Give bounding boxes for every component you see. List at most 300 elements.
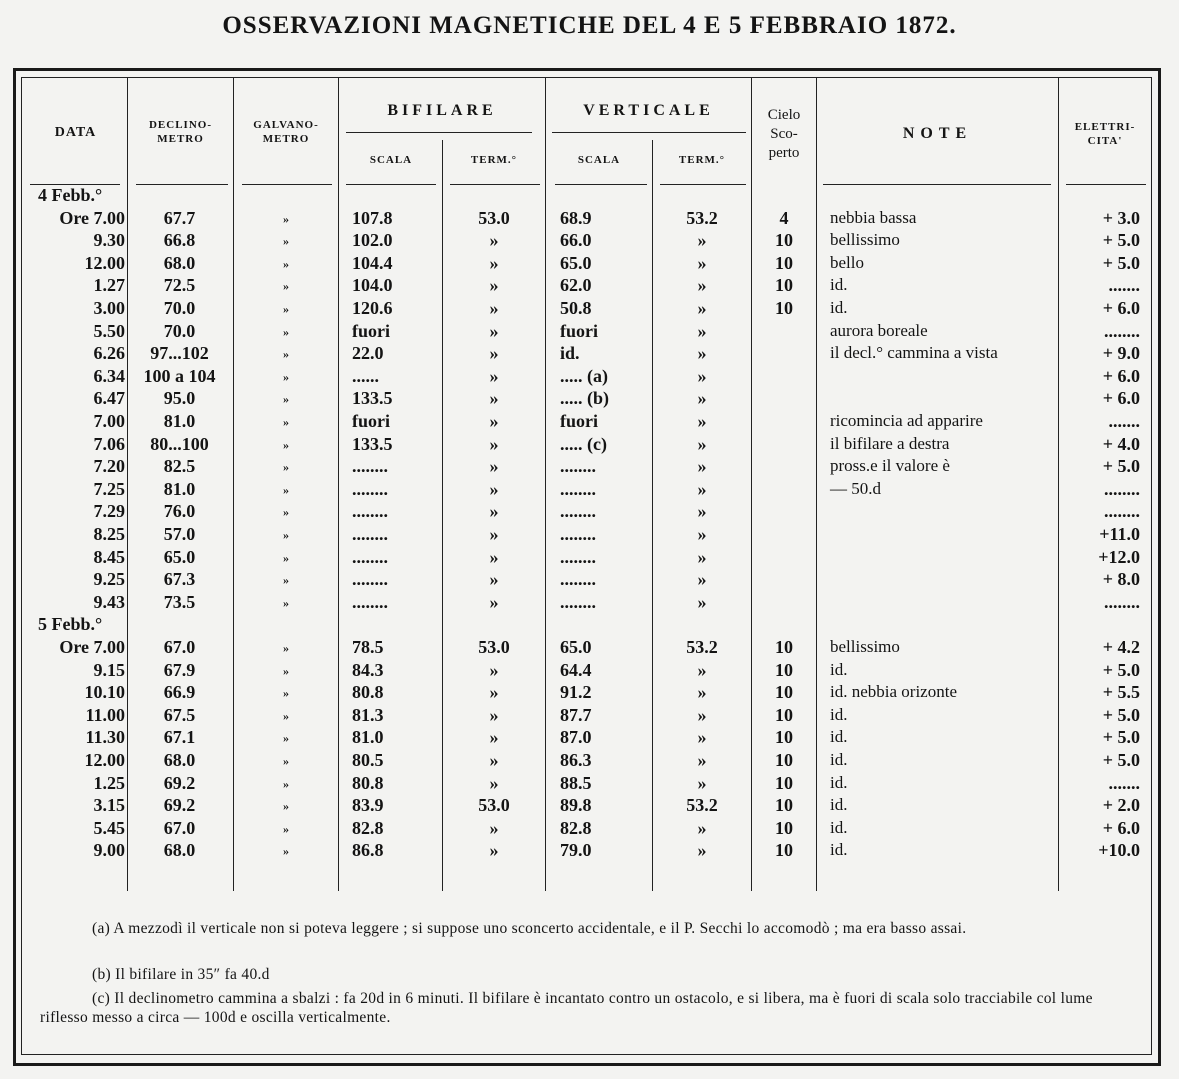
- cell-decl: 68.0: [163, 252, 196, 273]
- cell-vs: 89.8: [560, 795, 592, 816]
- cell-bs: 80.8: [352, 682, 384, 703]
- cell-bs: ........: [352, 569, 388, 590]
- cell-galv: »: [283, 573, 289, 588]
- cell-cielo: 10: [775, 704, 793, 725]
- cell-galv: »: [283, 641, 289, 655]
- cell-cielo: 10: [775, 840, 793, 861]
- cell-decl: 73.5: [163, 591, 196, 612]
- cell-vt: »: [697, 478, 707, 499]
- cell-vt: »: [697, 230, 707, 251]
- footnote-c: (c) Il declinometro cammina a sbalzi : fa 20d in 6 minuti. Il bifilare è incantato contro un ostacolo, e si libera, ma è fuori di scala solo tracciabile col lume riflesso messo a circa — 100d e oscilla verticalmente.: [40, 990, 1093, 1026]
- cell-galv: »: [283, 754, 289, 768]
- cell-bt: »: [489, 727, 499, 748]
- cell-vt: »: [697, 411, 707, 431]
- cell-elet: .......: [1108, 275, 1140, 296]
- cell-cielo: 10: [775, 750, 793, 770]
- cell-decl: 97...102: [150, 343, 209, 364]
- footnote-b: (b) Il bifilare in 35″ fa 40.d: [92, 966, 270, 983]
- cell-elet: .......: [1108, 772, 1140, 793]
- cell-data: Ore 7.00: [59, 207, 125, 228]
- cell-decl: 95.0: [163, 388, 196, 409]
- cell-cielo: 10: [775, 230, 793, 251]
- cell-vt: »: [697, 727, 707, 748]
- cell-vt: »: [697, 501, 707, 522]
- cell-bt: »: [489, 388, 499, 409]
- cell-vs: 87.7: [560, 704, 592, 725]
- cell-bs: ........: [352, 456, 388, 477]
- cell-bt: »: [489, 252, 499, 273]
- cell-vs: ..... (b): [560, 388, 609, 409]
- cell-bs: 78.5: [352, 637, 384, 657]
- cell-galv: »: [283, 347, 289, 362]
- cell-data: 3.15: [93, 795, 125, 816]
- cell-vs: 50.8: [560, 298, 592, 318]
- table-row: [0, 660, 1179, 683]
- cell-elet: + 5.0: [1102, 727, 1140, 748]
- cell-vs: 82.8: [560, 817, 592, 838]
- cell-data: 1.25: [93, 772, 125, 793]
- cell-vt: »: [697, 817, 707, 838]
- table-row: [0, 366, 1179, 389]
- cell-galv: »: [283, 550, 289, 565]
- cell-elet: + 5.0: [1102, 704, 1140, 725]
- cell-vs: 65.0: [560, 637, 592, 657]
- cell-elet: + 4.0: [1102, 433, 1140, 454]
- cell-vs: 64.4: [560, 659, 592, 680]
- cell-note: ricomincia ad apparire: [830, 411, 983, 430]
- cell-decl: 70.0: [163, 320, 196, 341]
- cell-galv: »: [283, 844, 289, 859]
- cell-decl: 67.0: [163, 817, 196, 838]
- cell-galv: »: [283, 595, 289, 610]
- cell-cielo: 10: [775, 659, 793, 680]
- cell-elet: + 6.0: [1102, 817, 1140, 838]
- cell-vt: »: [697, 275, 707, 296]
- cell-decl: 76.0: [163, 501, 196, 522]
- cell-vt: 53.2: [686, 637, 718, 657]
- cell-decl: 69.2: [163, 795, 196, 816]
- cell-note: aurora boreale: [830, 320, 928, 340]
- cell-data: 7.20: [93, 456, 125, 477]
- header-elettricita: ELETTRI- CITA': [1074, 121, 1136, 147]
- cell-data: 4 Febb.°: [38, 185, 103, 205]
- table-row: [0, 727, 1179, 750]
- table-row: [0, 208, 1179, 231]
- table-row: [0, 705, 1179, 728]
- cell-vt: »: [697, 343, 707, 364]
- cell-vs: 87.0: [560, 727, 592, 748]
- cell-cielo: 10: [775, 637, 793, 657]
- cell-note: id.: [830, 750, 848, 769]
- cell-vt: »: [697, 840, 707, 861]
- cell-decl: 66.8: [163, 230, 196, 251]
- cell-data: 7.25: [93, 478, 125, 499]
- cell-decl: 65.0: [163, 546, 196, 567]
- cell-data: 12.00: [84, 252, 125, 273]
- cell-bs: 86.8: [352, 840, 384, 861]
- cell-bt: 53.0: [478, 795, 510, 816]
- cell-data: 9.30: [93, 230, 125, 251]
- cell-vs: fuori: [560, 320, 598, 341]
- cell-note: id.: [830, 275, 848, 295]
- cell-vs: ..... (a): [560, 365, 608, 386]
- cell-vs: 86.3: [560, 750, 592, 770]
- table-row: [0, 592, 1179, 615]
- cell-decl: 57.0: [163, 524, 196, 544]
- cell-vt: »: [697, 320, 707, 341]
- header-declinometro: DECLINO- METRO: [148, 119, 212, 145]
- cell-bt: »: [489, 840, 499, 861]
- cell-galv: »: [283, 234, 289, 249]
- table-row: [0, 682, 1179, 705]
- cell-bt: »: [489, 682, 499, 703]
- cell-vs: ........: [560, 478, 596, 499]
- cell-galv: »: [283, 302, 289, 316]
- cell-galv: »: [283, 460, 289, 475]
- cell-bs: ........: [352, 478, 388, 499]
- cell-data: 6.34: [93, 365, 125, 386]
- cell-galv: »: [283, 708, 289, 723]
- cell-note: pross.e il valore è: [830, 456, 950, 476]
- table-row: [0, 524, 1179, 547]
- cell-bt: »: [489, 365, 499, 386]
- cell-galv: »: [283, 505, 289, 520]
- cell-vs: id.: [560, 343, 580, 364]
- cell-vs: 68.9: [560, 207, 592, 228]
- cell-note: bellissimo: [830, 637, 900, 656]
- cell-galv: »: [283, 324, 289, 339]
- cell-elet: ........: [1104, 501, 1140, 522]
- header-bifilare: BIFILARE: [387, 102, 497, 119]
- cell-galv: »: [283, 663, 289, 678]
- cell-bt: »: [489, 230, 499, 251]
- cell-elet: + 5.0: [1102, 456, 1140, 477]
- cell-note: il bifilare a destra: [830, 433, 950, 453]
- cell-bt: »: [489, 298, 499, 318]
- table-row: [0, 456, 1179, 479]
- table-row: [0, 614, 1179, 637]
- cell-vt: »: [697, 591, 707, 612]
- cell-note: il decl.° cammina a vista: [830, 343, 998, 363]
- cell-vt: »: [697, 546, 707, 567]
- cell-bs: 107.8: [352, 207, 393, 228]
- cell-cielo: 10: [775, 795, 793, 816]
- cell-note: id.: [830, 298, 848, 317]
- table-row: [0, 818, 1179, 841]
- cell-elet: +12.0: [1098, 546, 1140, 567]
- table-row: [0, 185, 1179, 208]
- cell-note: id.: [830, 704, 848, 724]
- cell-bt: »: [489, 704, 499, 725]
- cell-galv: »: [283, 211, 289, 226]
- cell-note: id.: [830, 727, 848, 747]
- cell-data: 8.45: [93, 546, 125, 567]
- table-row: [0, 298, 1179, 321]
- cell-bt: »: [489, 750, 499, 770]
- cell-galv: »: [283, 482, 289, 497]
- cell-vs: ..... (c): [560, 433, 607, 454]
- cell-elet: + 5.0: [1102, 252, 1140, 273]
- cell-bt: »: [489, 772, 499, 793]
- cell-data: 5 Febb.°: [38, 614, 103, 635]
- table-row: [0, 795, 1179, 818]
- header-verticale: VERTICALE: [583, 102, 714, 119]
- cell-bt: 53.0: [478, 207, 510, 228]
- cell-note: nebbia bassa: [830, 207, 917, 227]
- cell-galv: »: [283, 686, 289, 701]
- cell-vs: 65.0: [560, 252, 592, 273]
- cell-cielo: 10: [775, 817, 793, 838]
- cell-note: — 50.d: [830, 478, 881, 498]
- cell-galv: »: [283, 256, 289, 271]
- table-row: [0, 840, 1179, 863]
- cell-bs: 102.0: [352, 230, 393, 251]
- cell-bs: 81.3: [352, 704, 384, 725]
- cell-decl: 100 a 104: [143, 365, 216, 386]
- cell-decl: 69.2: [163, 772, 196, 793]
- cell-bs: 80.8: [352, 772, 384, 793]
- cell-note: id.: [830, 659, 848, 679]
- cell-bs: 104.4: [352, 252, 393, 273]
- cell-decl: 68.0: [163, 750, 196, 770]
- cell-bt: »: [489, 275, 499, 296]
- cell-cielo: 10: [775, 252, 793, 273]
- cell-elet: + 4.2: [1102, 637, 1140, 657]
- cell-vs: ........: [560, 501, 596, 522]
- header-data: DATA: [54, 125, 97, 140]
- cell-data: 11.00: [85, 704, 125, 725]
- cell-data: 9.43: [93, 591, 125, 612]
- cell-elet: ........: [1104, 478, 1140, 499]
- cell-elet: +10.0: [1098, 840, 1140, 861]
- cell-decl: 67.0: [163, 637, 196, 657]
- cell-cielo: 10: [775, 298, 793, 318]
- cell-elet: + 6.0: [1102, 365, 1140, 386]
- table-row: [0, 343, 1179, 366]
- cell-vt: »: [697, 252, 707, 273]
- cell-bt: »: [489, 501, 499, 522]
- cell-decl: 66.9: [163, 682, 196, 703]
- cell-vs: 62.0: [560, 275, 592, 296]
- cell-bt: »: [489, 659, 499, 680]
- cell-decl: 82.5: [163, 456, 196, 477]
- cell-data: 5.50: [93, 320, 125, 341]
- cell-bt: »: [489, 411, 499, 431]
- cell-cielo: 10: [775, 772, 793, 793]
- cell-bt: 53.0: [478, 637, 510, 657]
- cell-galv: »: [283, 279, 289, 294]
- cell-elet: + 9.0: [1102, 343, 1140, 364]
- cell-bs: 84.3: [352, 659, 384, 680]
- cell-elet: + 6.0: [1102, 298, 1140, 318]
- cell-note: id. nebbia orizonte: [830, 682, 957, 702]
- cell-vs: 66.0: [560, 230, 592, 251]
- cell-data: 3.00: [93, 298, 125, 318]
- cell-bt: »: [489, 524, 499, 544]
- cell-vs: fuori: [560, 411, 598, 431]
- table-row: [0, 750, 1179, 773]
- cell-bs: 82.8: [352, 817, 384, 838]
- cell-bs: ......: [352, 365, 379, 386]
- cell-vs: ........: [560, 546, 596, 567]
- header-verticale-scala: SCALA: [577, 154, 621, 166]
- cell-data: 6.47: [93, 388, 125, 409]
- cell-data: 6.26: [93, 343, 125, 364]
- cell-galv: »: [283, 528, 289, 542]
- cell-decl: 67.3: [163, 569, 196, 590]
- cell-vt: 53.2: [686, 207, 718, 228]
- cell-bs: 81.0: [352, 727, 384, 748]
- cell-elet: + 6.0: [1102, 388, 1140, 409]
- cell-data: 1.27: [93, 275, 125, 296]
- cell-vt: »: [697, 750, 707, 770]
- header-note: NOTE: [902, 125, 973, 142]
- table-row: [0, 501, 1179, 524]
- cell-data: 9.00: [93, 840, 125, 861]
- cell-vs: ........: [560, 569, 596, 590]
- cell-bs: 133.5: [352, 433, 393, 454]
- cell-bs: 22.0: [352, 343, 384, 364]
- cell-vt: »: [697, 365, 707, 386]
- table-row: [0, 547, 1179, 570]
- cell-vs: ........: [560, 524, 596, 544]
- cell-bt: »: [489, 433, 499, 454]
- cell-elet: + 5.0: [1102, 750, 1140, 770]
- cell-data: 7.06: [93, 433, 125, 454]
- cell-data: 12.00: [84, 750, 125, 770]
- page-title: OSSERVAZIONI MAGNETICHE DEL 4 E 5 FEBBRAIO 1872.: [222, 12, 957, 39]
- cell-decl: 70.0: [163, 298, 196, 318]
- cell-elet: + 8.0: [1102, 569, 1140, 590]
- table-row: [0, 321, 1179, 344]
- table-row: [0, 773, 1179, 796]
- table-row: [0, 637, 1179, 660]
- header-verticale-term: TERM.°: [678, 154, 726, 166]
- cell-galv: »: [283, 415, 289, 429]
- cell-vt: »: [697, 772, 707, 793]
- cell-galv: »: [283, 776, 289, 791]
- cell-galv: [234, 185, 338, 189]
- cell-bs: 133.5: [352, 388, 393, 409]
- cell-bt: »: [489, 478, 499, 499]
- table-row: [0, 434, 1179, 457]
- cell-decl: 67.5: [163, 704, 196, 725]
- cell-vs: 79.0: [560, 840, 592, 861]
- header-bifilare-term: TERM.°: [470, 154, 518, 166]
- cell-cielo: 10: [775, 682, 793, 703]
- cell-data: 9.15: [93, 659, 125, 680]
- cell-note: id.: [830, 817, 848, 837]
- cell-bs: 104.0: [352, 275, 393, 296]
- cell-vt: »: [697, 298, 707, 318]
- cell-elet: ........: [1104, 320, 1140, 341]
- footnote-a: (a) A mezzodì il verticale non si poteva leggere ; si suppose uno sconcerto accidentale, e il P. Secchi lo accomodò ; ma era basso assai.: [92, 920, 967, 937]
- cell-vs: ........: [560, 591, 596, 612]
- table-row: [0, 253, 1179, 276]
- cell-vs: ........: [560, 456, 596, 477]
- cell-data: 10.10: [84, 682, 125, 703]
- cell-decl: 81.0: [163, 478, 196, 499]
- cell-data: 11.30: [85, 727, 125, 748]
- cell-data: 5.45: [93, 817, 125, 838]
- cell-data: Ore 7.00: [59, 637, 125, 657]
- cell-elet: +11.0: [1099, 524, 1140, 544]
- cell-cielo: 10: [775, 727, 793, 748]
- table-row: [0, 230, 1179, 253]
- cell-bs: ........: [352, 591, 388, 612]
- cell-vt: »: [697, 704, 707, 725]
- cell-vs: 91.2: [560, 682, 592, 703]
- header-galvanometro: GALVANO- METRO: [253, 119, 319, 145]
- cell-decl: 67.9: [163, 659, 196, 680]
- cell-elet: .......: [1108, 411, 1140, 431]
- cell-note: id.: [830, 840, 848, 860]
- cell-elet: + 5.0: [1102, 659, 1140, 680]
- cell-elet: ........: [1104, 591, 1140, 612]
- cell-decl: 72.5: [163, 275, 196, 296]
- cell-bt: »: [489, 569, 499, 590]
- header-cielo-scoperto: Cielo Sco- perto: [767, 107, 801, 161]
- cell-data: 8.25: [93, 524, 125, 544]
- cell-vt: »: [697, 524, 707, 544]
- cell-bt: »: [489, 817, 499, 838]
- cell-cielo: 4: [779, 207, 789, 228]
- cell-galv: »: [283, 821, 289, 836]
- cell-note: bello: [830, 252, 864, 272]
- cell-data: 9.25: [93, 569, 125, 590]
- cell-bt: »: [489, 320, 499, 341]
- header-bifilare-scala: SCALA: [369, 154, 413, 166]
- cell-bs: 83.9: [352, 795, 384, 816]
- table-row: [0, 275, 1179, 298]
- cell-bs: ........: [352, 546, 388, 567]
- cell-galv: [234, 614, 338, 618]
- cell-galv: »: [283, 799, 289, 814]
- cell-galv: »: [283, 437, 289, 452]
- cell-elet: + 2.0: [1102, 795, 1140, 816]
- cell-vt: »: [697, 659, 707, 680]
- cell-elet: + 5.5: [1102, 682, 1140, 703]
- cell-galv: »: [283, 392, 289, 407]
- cell-note: id.: [830, 795, 848, 815]
- cell-decl: 68.0: [163, 840, 196, 861]
- cell-data: 7.00: [93, 411, 125, 431]
- cell-decl: 67.1: [163, 727, 196, 748]
- cell-decl: 81.0: [163, 411, 196, 431]
- cell-bt: »: [489, 591, 499, 612]
- header-rule: [552, 132, 746, 133]
- cell-bs: ........: [352, 501, 388, 522]
- cell-bt: »: [489, 343, 499, 364]
- cell-note: id.: [830, 772, 848, 792]
- table-row: [0, 479, 1179, 502]
- cell-bs: 80.5: [352, 750, 384, 770]
- cell-elet: + 3.0: [1102, 207, 1140, 228]
- cell-data: 7.29: [93, 501, 125, 522]
- cell-bt: »: [489, 456, 499, 477]
- cell-bs: fuori: [352, 411, 390, 431]
- cell-galv: »: [283, 369, 289, 384]
- table-row: [0, 388, 1179, 411]
- cell-vt: »: [697, 682, 707, 703]
- cell-bs: ........: [352, 524, 388, 544]
- cell-bt: »: [489, 546, 499, 567]
- cell-vt: 53.2: [686, 795, 718, 816]
- cell-bs: fuori: [352, 320, 390, 341]
- cell-vt: »: [697, 433, 707, 454]
- cell-decl: 80...100: [150, 433, 209, 454]
- cell-vt: »: [697, 569, 707, 590]
